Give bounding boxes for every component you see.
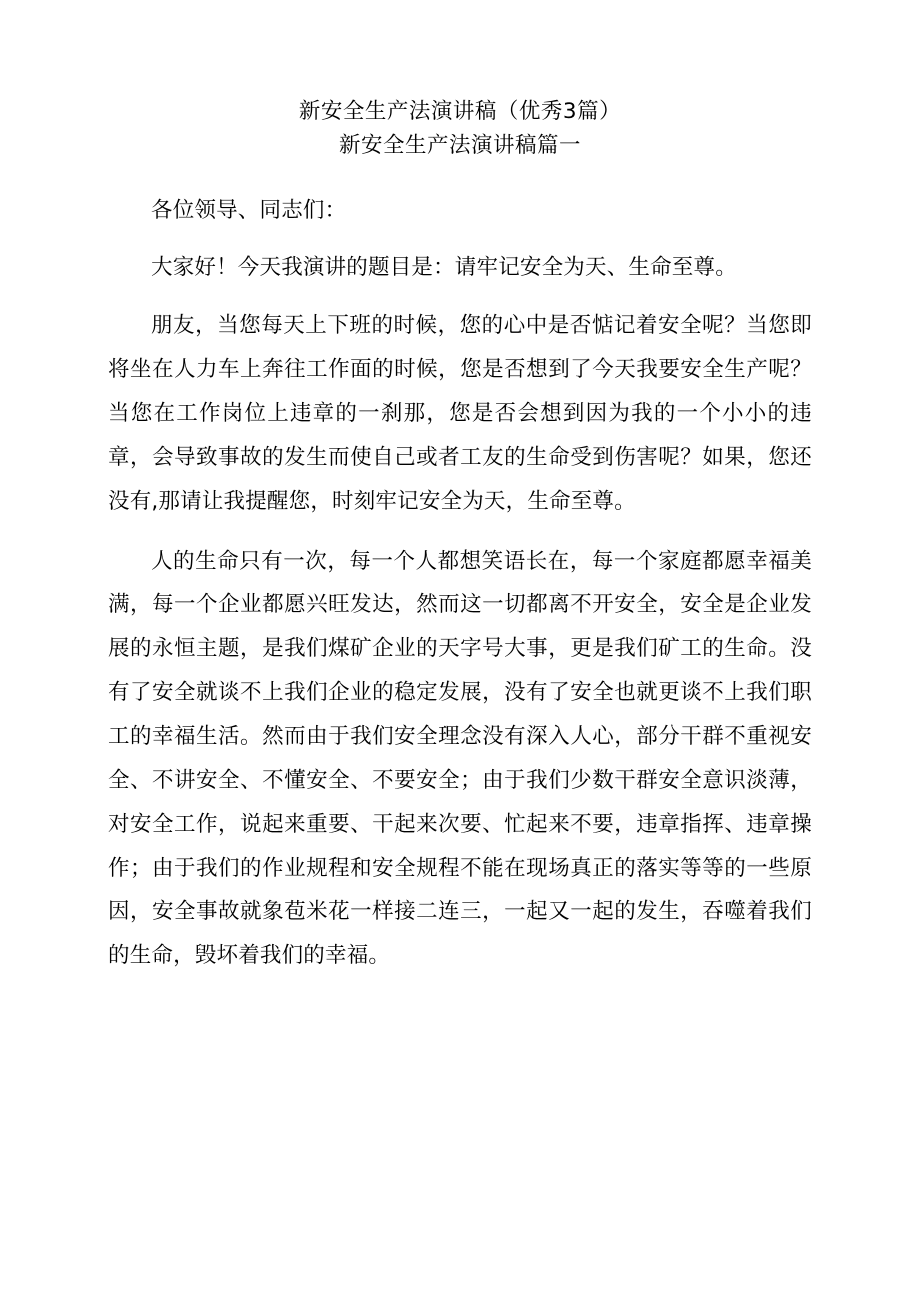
paragraph-salutation: 各位领导、同志们： [151,197,347,223]
document-subtitle: 新安全生产法演讲稿篇一 [338,133,581,159]
paragraph-greeting: 大家好！今天我演讲的题目是：请牢记安全为天、生命至尊。 [151,255,737,281]
page-title: 新安全生产法演讲稿（优秀3篇） [298,99,622,124]
paragraph-body-2: 人的生命只有一次，每一个人都想笑语长在，每一个家庭都愿幸福美满，每一个企业都愿兴旺发达，然而这一切都离不开安全，安全是企业发展的永恒主题，是我们煤矿企业的天字号大事，更是我们矿工的生命。没有了安全就谈不上我们企业的稳定发展，没有了安全也就更谈不上我们职工的幸福生活。然而由于我们安全理念没有深入人心，部分干群不重视安全、不讲安全、不懂安全、不要安全；由于我们少数干群安全意识淡薄，对安全工作，说起来重要、干起来次要、忙起来不要，违章指挥、违章操作；由于我们的作业规程和安全规程不能在现场真正的落实等等的一些原因，安全事故就象苞米花一样接二连三，一起又一起的发生，吞噬着我们的生命，毁坏着我们的幸福。 [108,548,812,969]
paragraph-body-1: 朋友，当您每天上下班的时候，您的心中是否惦记着安全呢？当您即将坐在人力车上奔往工作面的时候，您是否想到了今天我要安全生产呢？当您在工作岗位上违章的一刹那，您是否会想到因为我的一个小小的违章，会导致事故的发生而使自己或者工友的生命受到伤害呢？如果，您还没有,那请让我提醒您，时刻牢记安全为天，生命至尊。 [108,313,812,514]
